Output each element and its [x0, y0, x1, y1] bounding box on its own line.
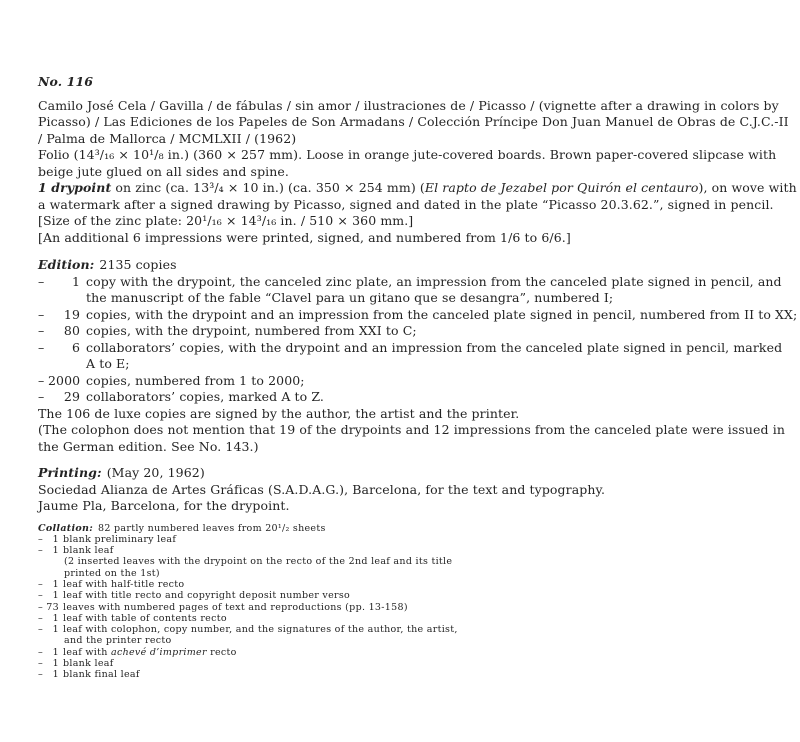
edition-note: The 106 de luxe copies are signed by the author, the artist and the printer. [38, 405, 520, 421]
collation-item [38, 602, 780, 613]
collation-label: Collation: [38, 522, 94, 534]
item-text: copies, with the drypoint, numbered from XXI to C; [86, 323, 417, 338]
list-dash: – [38, 590, 44, 602]
collation-intro: 82 partly numbered leaves from 20¹/₂ sheets [98, 522, 326, 534]
collation-item [38, 658, 780, 669]
item-number: 19 [63, 306, 80, 322]
edition-item [38, 389, 780, 406]
edition-heading [38, 257, 780, 274]
list-dash: – [38, 658, 44, 670]
item-number: 1 [71, 273, 80, 289]
list-dash: – [38, 624, 44, 636]
list-dash: – [38, 545, 44, 557]
edition-item [38, 274, 780, 291]
item-text: blank leaf [63, 658, 114, 670]
item-text: copies, with the drypoint and an impression from the canceled plate signed in pencil, numbered from II to XX; [86, 306, 798, 322]
description-block [38, 97, 797, 247]
list-dash: – [38, 339, 45, 355]
edition-note: the German edition. See No. 143.) [38, 438, 259, 454]
item-text: blank preliminary leaf [63, 533, 177, 545]
item-text: collaborators’ copies, marked A to Z. [86, 389, 324, 404]
item-number: 2000 [48, 372, 81, 388]
item-text: leaf with half-title recto [63, 578, 185, 590]
list-dash: – [38, 372, 45, 388]
item-text: leaf with table of contents recto [63, 612, 227, 624]
printing-heading [38, 465, 780, 482]
edition-item [38, 339, 783, 357]
item-number: 29 [63, 389, 80, 404]
drypoint-lead: 1 drypoint [38, 180, 112, 195]
list-dash: – [38, 612, 44, 624]
title-line: Picasso) / Las Ediciones de los Papeles de Son Armadans / Colección Príncipe Don Juan Manuel de Obras de C.J.C.-II [38, 114, 789, 129]
edition-item [38, 306, 798, 324]
printing-label: Printing: [38, 465, 102, 480]
item-text: leaf with achevé d’imprimer recto [63, 646, 237, 658]
item-number: 1 [52, 624, 59, 636]
physical-description-line: Folio (14³/₁₆ × 10¹/₈ in.) (360 × 257 mm). Loose in orange jute-covered boards. Brown paper-covered slipcase with [38, 147, 777, 162]
item-text: the manuscript of the fable “Clavel para un gitano que se desangra”, numbered I; [86, 290, 614, 305]
item-text: (2 inserted leaves with the drypoint on the recto of the 2nd leaf and its title [64, 556, 453, 568]
drypoint-line [38, 180, 797, 197]
item-text: leaf with title recto and copyright deposit number verso [63, 590, 351, 602]
edition-intro: 2135 copies [99, 257, 177, 272]
collation-item [38, 579, 780, 590]
title-line: / Palma de Mallorca / MCMLXII / (1962) [38, 130, 297, 146]
list-dash: – [38, 578, 44, 590]
collation-item [38, 545, 780, 556]
list-dash: – [38, 601, 44, 613]
item-number: 1 [52, 646, 59, 658]
list-dash: – [38, 306, 45, 322]
item-number: 1 [52, 545, 59, 557]
drypoint-mid: on zinc (ca. 13³/₄ × 10 in.) (ca. 350 × 254 mm) ( [111, 180, 425, 195]
item-number: 1 [52, 590, 59, 602]
list-dash: – [38, 669, 44, 681]
collation-item [38, 647, 780, 658]
item-number: 73 [46, 601, 59, 613]
list-dash: – [38, 273, 45, 289]
item-text: and the printer recto [64, 635, 172, 647]
item-text: blank leaf [63, 545, 114, 557]
item-number: 1 [52, 533, 59, 545]
edition-label: Edition: [38, 257, 95, 272]
list-dash: – [38, 533, 44, 545]
edition-note: (The colophon does not mention that 19 of the drypoints and 12 impressions from the canceled plate were issued in [38, 422, 785, 437]
item-text: collaborators’ copies, with the drypoint and an impression from the canceled plate signed in pencil, marked [86, 339, 783, 355]
collation-item [38, 613, 780, 624]
item-text: copies, numbered from 1 to 2000; [86, 372, 305, 388]
collation-item-continuation [38, 635, 780, 646]
collation-item [38, 624, 780, 635]
item-number: 1 [52, 669, 59, 681]
collation-item [38, 534, 780, 545]
physical-description-line: beige jute glued on all sides and spine. [38, 163, 289, 179]
additional-impressions-line: [An additional 6 impressions were printed, signed, and numbered from 1/6 to 6/6.] [38, 229, 571, 245]
catalog-number-heading: No. 116 [38, 74, 94, 89]
item-text: leaves with numbered pages of text and reproductions (pp. 13-158) [63, 601, 408, 613]
collation-item-continuation [38, 556, 780, 567]
edition-item-continuation [38, 356, 780, 373]
collation-item [38, 590, 780, 601]
item-text: A to E; [86, 356, 130, 371]
edition-item [38, 373, 780, 390]
collation-heading [38, 523, 780, 534]
item-number: 6 [71, 339, 80, 355]
item-text: printed on the 1st) [64, 567, 160, 579]
list-dash: – [38, 646, 44, 658]
drypoint-line: a watermark after a signed drawing by Picasso, signed and dated in the plate “Picasso 20.3.62.”, signed in pencil. [38, 196, 774, 212]
item-text: blank final leaf [63, 669, 140, 681]
drypoint-tail: ), on wove with [698, 180, 797, 195]
zinc-plate-size-line: [Size of the zinc plate: 20¹/₁₆ × 14³/₁₆ in. / 510 × 360 mm.] [38, 213, 414, 228]
list-dash: – [38, 389, 45, 404]
edition-item [38, 323, 780, 340]
printing-line: Sociedad Alianza de Artes Gráficas (S.A.D.A.G.), Barcelona, for the text and typography. [38, 481, 606, 497]
edition-section [38, 257, 798, 455]
item-number: 1 [52, 658, 59, 670]
item-number: 1 [52, 612, 59, 624]
acheve-d-imprimer: achevé d’imprimer [111, 646, 207, 658]
item-number: 80 [63, 323, 80, 338]
item-text: copy with the drypoint, the canceled zinc plate, an impression from the canceled plate signed in pencil, and [86, 273, 782, 289]
collation-item [38, 669, 780, 680]
list-dash: – [38, 323, 45, 338]
edition-item-continuation [38, 290, 780, 307]
printing-section [38, 465, 780, 515]
item-text: leaf with colophon, copy number, and the signatures of the author, the artist, [63, 624, 458, 636]
collation-item-continuation [38, 568, 780, 579]
printing-date: (May 20, 1962) [106, 465, 205, 480]
collation-section [38, 523, 780, 681]
printing-line: Jaume Pla, Barcelona, for the drypoint. [38, 498, 290, 513]
item-number: 1 [52, 578, 59, 590]
title-line: Camilo José Cela / Gavilla / de fábulas / sin amor / ilustraciones de / Picasso / (vignette after a drawing in colors by [38, 97, 779, 113]
drypoint-work-title: El rapto de Jezabel por Quirón el centauro [424, 180, 699, 195]
